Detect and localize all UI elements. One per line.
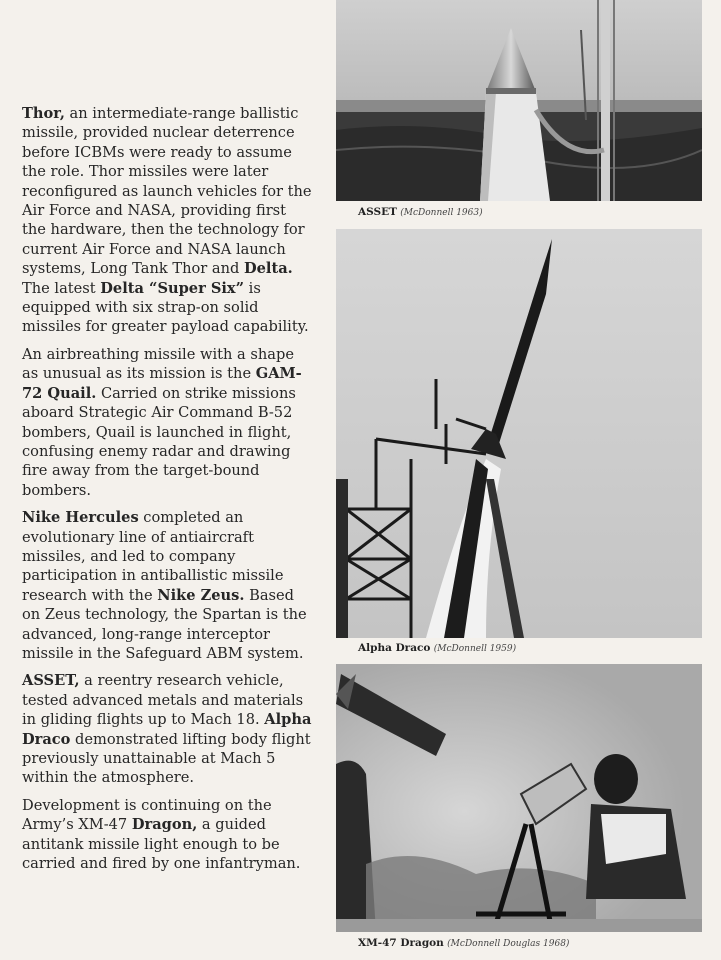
term-alpha-draco: Alpha Draco: [22, 711, 312, 748]
term-delta: Delta.: [243, 260, 293, 278]
caption-alpha-draco-credit: (McDonnell 1959): [433, 644, 517, 654]
term-thor: Thor,: [22, 105, 65, 122]
term-delta-super-six: Delta “Super Six”: [100, 279, 245, 297]
paragraph-quail: An airbreathing missile with a shape as unusual as its mission is the GAM-72 Quail. Carried on strike missions aboard Strategic Air Command B-52 bombers, Quail is launched in flight, confusing enemy radar and drawing fire away from the target-bound bombers.: [22, 345, 302, 499]
caption-asset-name: ASSET: [358, 206, 397, 218]
caption-asset: [358, 206, 483, 218]
caption-asset-credit: (McDonnell 1963): [400, 208, 483, 218]
term-quail: GAM-72 Quail.: [22, 365, 302, 402]
term-asset: ASSET,: [22, 672, 80, 690]
caption-dragon-name: XM-47 Dragon: [358, 937, 444, 949]
body-text-column: [22, 104, 314, 881]
term-nike-zeus: Nike Zeus.: [157, 586, 245, 604]
term-dragon: Dragon,: [131, 816, 198, 834]
paragraph-thor: Thor, an intermediate-range ballistic missile, provided nuclear deterrence before ICBMs were ready to assume the role. Thor missiles were later reconfigured as launch vehicles for the Air Force and NASA, providing first the hardware, then the technology for current Air Force and NASA launch systems, Long Tank Thor and Delta. The latest Delta “Super Six” is equipped with six strap-on solid missiles for greater payload capability.: [22, 105, 312, 336]
photo-asset: [336, 0, 702, 201]
caption-dragon: [358, 937, 569, 949]
paragraph-dragon: Development is continuing on the Army’s XM-47 Dragon, a guided antitank missile light enough to be carried and fired by one infantryman.: [22, 796, 301, 873]
caption-alpha-draco: [358, 642, 516, 654]
caption-alpha-draco-name: Alpha Draco: [358, 642, 431, 654]
caption-dragon-credit: (McDonnell Douglas 1968): [447, 939, 570, 949]
term-nike-hercules: Nike Hercules: [22, 509, 139, 527]
photo-alpha-draco: [336, 229, 702, 638]
paragraph-asset: ASSET, a reentry research vehicle, tested advanced metals and materials in gliding flights up to Mach 18. Alpha Draco demonstrated lifting body flight previously unattainable at Mach 5 within the atmosphere.: [22, 672, 312, 787]
photo-xm47-dragon: [336, 664, 702, 932]
paragraph-nike: Nike Hercules completed an evolutionary line of antiaircraft missiles, and led to company participation in antiballistic missile research with the Nike Zeus. Based on Zeus technology, the Spartan is the advanced, long-range interceptor missile in the Safeguard ABM system.: [22, 509, 307, 662]
